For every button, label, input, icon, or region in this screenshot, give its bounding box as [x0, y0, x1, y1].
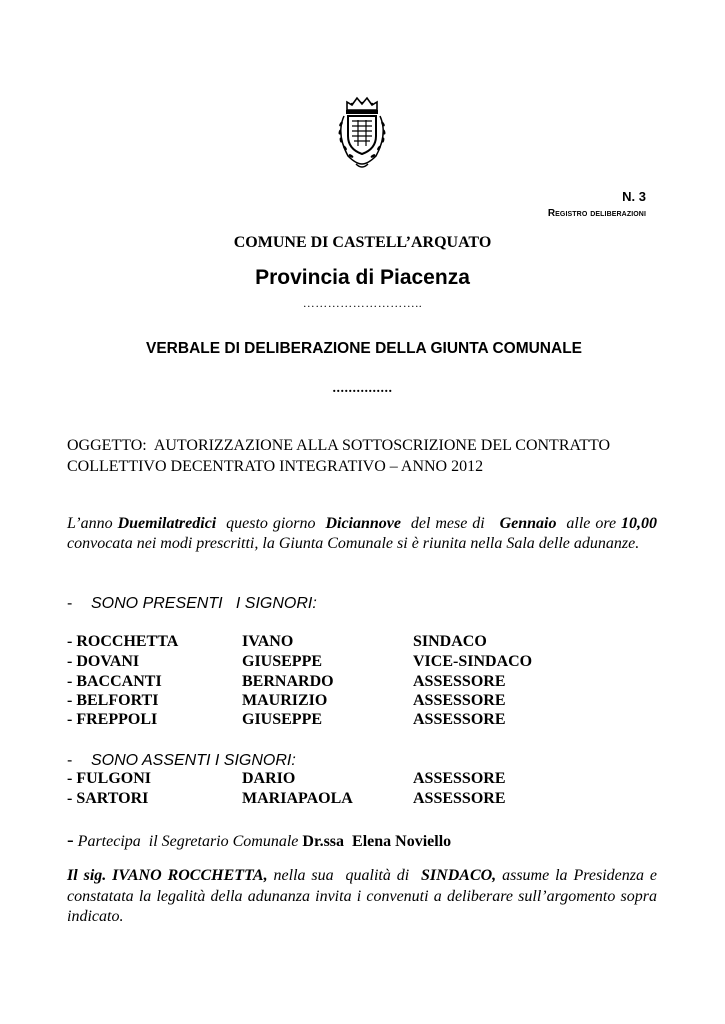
present-dash: - [67, 595, 73, 612]
intro-paragraph [67, 514, 666, 554]
member-role: ASSESSORE [413, 790, 506, 807]
intro-text-2: questo giorno [216, 515, 326, 532]
member-role: SINDACO [413, 633, 487, 650]
registry-label [548, 208, 646, 219]
member-surname: - FREPPOLI [67, 711, 158, 728]
closing-mayor: Il sig. IVANO ROCCHETTA, [67, 867, 268, 884]
province-name: Provincia di Piacenza [255, 266, 470, 289]
intro-time: 10,00 [621, 515, 658, 532]
member-surname: - ROCCHETTA [67, 633, 179, 650]
present-title [67, 595, 317, 613]
intro-text-3: del mese di [400, 515, 500, 532]
intro-month: Gennaio [499, 515, 557, 532]
intro-year: Duemilatredici [117, 515, 217, 532]
member-surname: - BELFORTI [67, 692, 159, 709]
member-role: ASSESSORE [413, 692, 506, 709]
secretary-dash: - [67, 829, 74, 851]
closing-role: SINDACO, [421, 867, 497, 884]
registry-number: N. 3 [622, 189, 646, 204]
member-surname: - FULGONI [67, 770, 151, 787]
member-surname: - BACCANTI [67, 673, 162, 690]
intro-text-1: L’anno [67, 515, 118, 532]
secretary-text: Partecipa il Segretario Comunale [73, 833, 303, 850]
absent-dash: - [67, 752, 73, 769]
subject-line-2: COLLETTIVO DECENTRATO INTEGRATIVO – ANNO 2012 [67, 458, 484, 475]
municipality-name: COMUNE DI CASTELL’ARQUATO [233, 234, 492, 251]
member-name: IVANO [242, 633, 294, 650]
coat-of-arms-icon [330, 94, 394, 172]
closing-text-2: assume la Presidenza e constatata la legalità della adunanza invita i convenuti a deliberare sull’argomento sopra indicato. [67, 867, 662, 925]
intro-day: Diciannove [325, 515, 401, 532]
member-surname: - SARTORI [67, 790, 149, 807]
member-role: VICE-SINDACO [413, 653, 533, 670]
absent-title [67, 752, 296, 770]
subject-block [67, 435, 667, 477]
member-name: BERNARDO [242, 673, 334, 690]
title-dots: ............... [332, 381, 393, 396]
member-name: GIUSEPPE [242, 653, 323, 670]
intro-text-5: convocata nei modi prescritti, la Giunta Comunale si è riunita nella Sala delle adunanze. [67, 515, 666, 552]
province-dots: ……………………….. [302, 296, 423, 310]
intro-text-4: alle ore [556, 515, 622, 532]
member-role: ASSESSORE [413, 673, 506, 690]
member-name: GIUSEPPE [242, 711, 323, 728]
member-role: ASSESSORE [413, 770, 506, 787]
absent-title-text: SONO ASSENTI I SIGNORI: [91, 752, 296, 769]
member-surname: - DOVANI [67, 653, 140, 670]
present-title-text: SONO PRESENTI I SIGNORI: [91, 595, 317, 612]
member-role: ASSESSORE [413, 711, 506, 728]
member-name: MAURIZIO [242, 692, 328, 709]
member-name: DARIO [242, 770, 296, 787]
registry-label-text: Registro deliberazioni [547, 208, 646, 219]
document-title: VERBALE DI DELIBERAZIONE DELLA GIUNTA COMUNALE [146, 340, 583, 357]
secretary-name: Dr.ssa Elena Noviello [302, 833, 452, 850]
subject-line-1: OGGETTO: AUTORIZZAZIONE ALLA SOTTOSCRIZIONE DEL CONTRATTO [67, 437, 611, 454]
closing-paragraph [67, 866, 662, 928]
secretary-line [67, 829, 451, 852]
closing-text-1: nella sua qualità di [267, 867, 422, 884]
member-name: MARIAPAOLA [242, 790, 353, 807]
